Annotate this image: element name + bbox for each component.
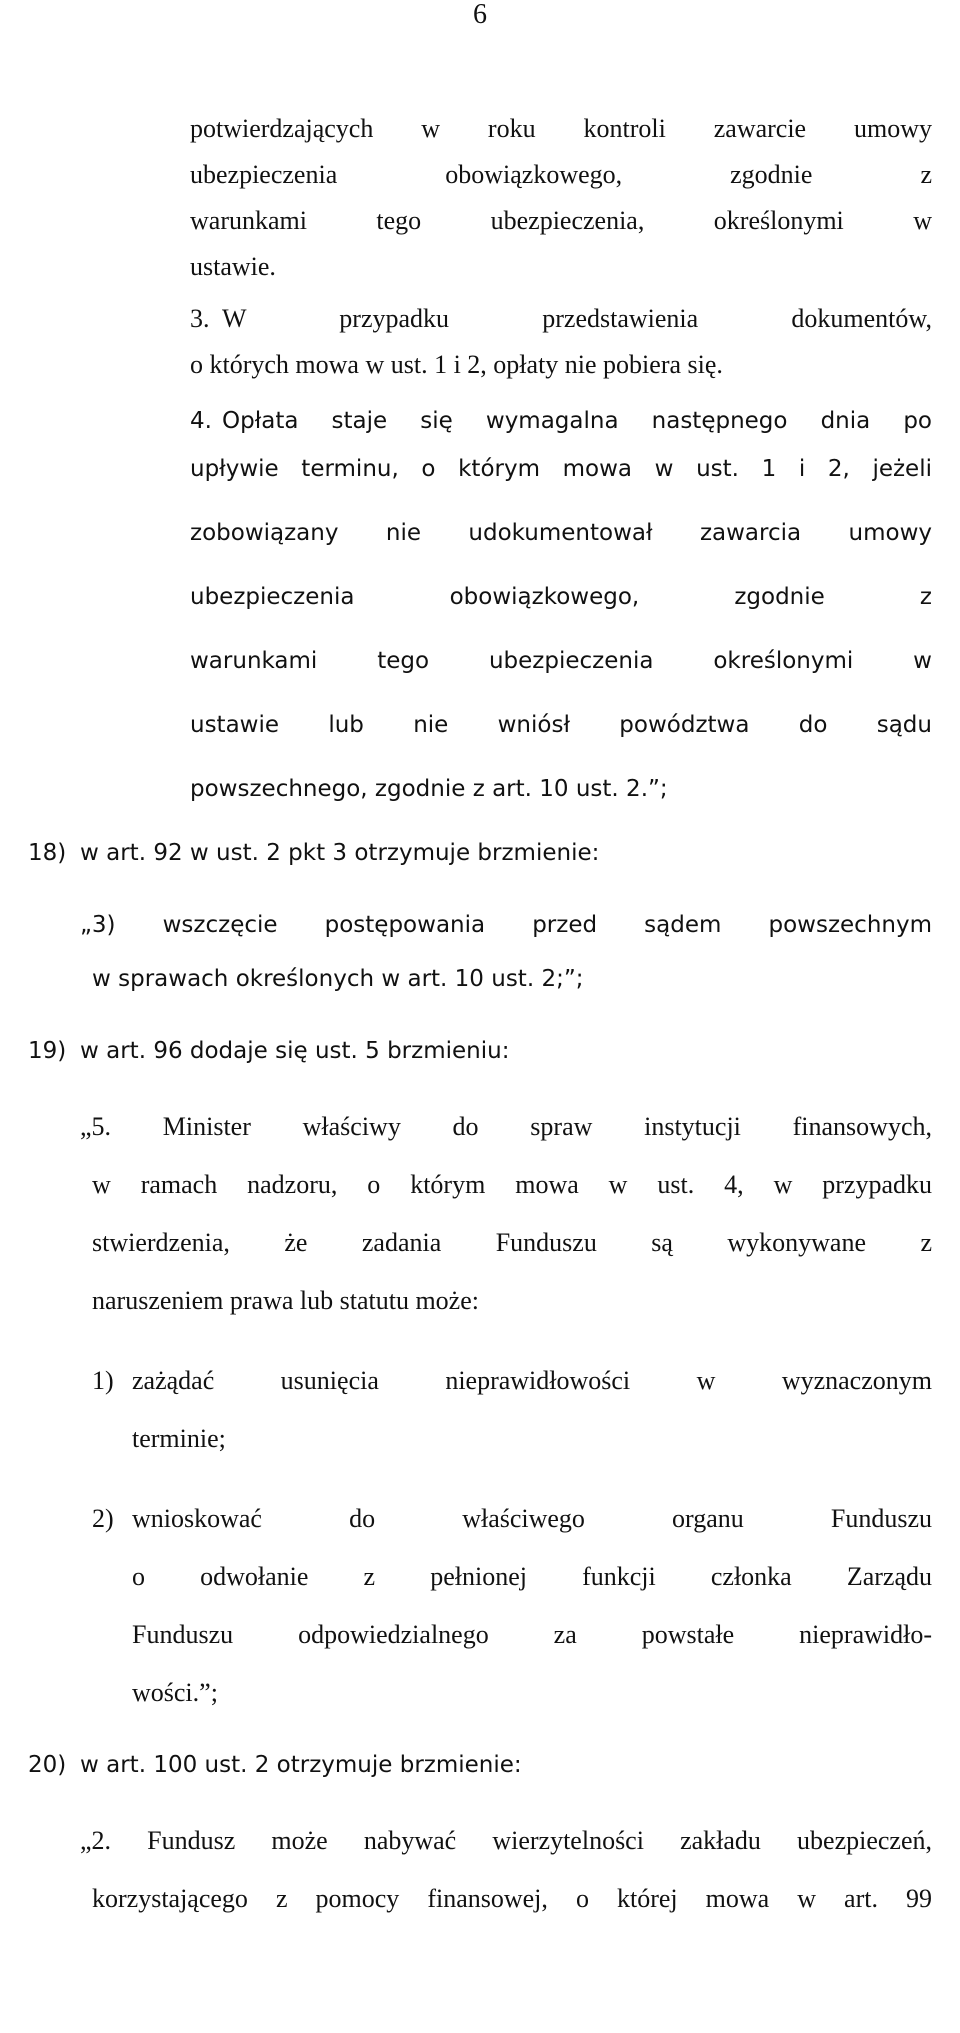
sub-point-line: o odwołanie z pełnionej funkcji członka Zarządu <box>132 1562 932 1591</box>
quoted-line: w sprawach określonych w art. 10 ust. 2;”; <box>92 966 584 992</box>
text-line: potwierdzających w roku kontroli zawarcie umowy <box>190 114 932 143</box>
quoted-line: „2. Fundusz może nabywać wierzytelności zakładu ubezpieczeń, <box>80 1826 932 1855</box>
point-number: 18) <box>28 840 67 866</box>
text-line: powszechnego, zgodnie z art. 10 ust. 2.”; <box>190 776 668 802</box>
quoted-line: korzystającego z pomocy finansowej, o której mowa w art. 99 <box>92 1884 932 1913</box>
text-line: upływie terminu, o którym mowa w ust. 1 i 2, jeżeli <box>190 456 932 482</box>
quoted-line: w ramach nadzoru, o którym mowa w ust. 4, w przypadku <box>92 1170 932 1199</box>
sub-point-number: 1) <box>92 1366 114 1395</box>
paragraph-number: 3. <box>190 304 210 333</box>
sub-point-line: terminie; <box>132 1424 226 1453</box>
text-line: ubezpieczenia obowiązkowego, zgodnie z <box>190 160 932 189</box>
point-intro: w art. 92 w ust. 2 pkt 3 otrzymuje brzmienie: <box>80 840 600 866</box>
point-intro: w art. 100 ust. 2 otrzymuje brzmienie: <box>80 1752 522 1778</box>
point-number: 19) <box>28 1038 67 1064</box>
sub-point-line: Funduszu odpowiedzialnego za powstałe nieprawidło- <box>132 1620 932 1649</box>
sub-point-line: wości.”; <box>132 1678 218 1707</box>
paragraph-number: 4. <box>190 408 212 434</box>
text-line: ustawie lub nie wniósł powództwa do sądu <box>190 712 932 738</box>
text-line: zobowiązany nie udokumentował zawarcia umowy <box>190 520 932 546</box>
quoted-line: naruszeniem prawa lub statutu może: <box>92 1286 479 1315</box>
sub-point-line: zażądać usunięcia nieprawidłowości w wyznaczonym <box>132 1366 932 1395</box>
text-line: Opłata staje się wymagalna następnego dnia po <box>222 408 932 434</box>
point-number: 20) <box>28 1752 67 1778</box>
text-line: warunkami tego ubezpieczenia, określonymi w <box>190 206 932 235</box>
text-line: ustawie. <box>190 252 276 281</box>
page-number: 6 <box>473 0 487 30</box>
text-line: o których mowa w ust. 1 i 2, opłaty nie pobiera się. <box>190 350 723 379</box>
quoted-line: stwierdzenia, że zadania Funduszu są wykonywane z <box>92 1228 932 1257</box>
sub-point-line: wnioskować do właściwego organu Funduszu <box>132 1504 932 1533</box>
quoted-line: „5. Minister właściwy do spraw instytucji finansowych, <box>80 1112 932 1141</box>
point-intro: w art. 96 dodaje się ust. 5 brzmieniu: <box>80 1038 510 1064</box>
text-line: warunkami tego ubezpieczenia określonymi w <box>190 648 932 674</box>
quoted-line: „3) wszczęcie postępowania przed sądem powszechnym <box>80 912 932 938</box>
text-line: ubezpieczenia obowiązkowego, zgodnie z <box>190 584 932 610</box>
sub-point-number: 2) <box>92 1504 114 1533</box>
text-line: W przypadku przedstawienia dokumentów, <box>222 304 932 333</box>
